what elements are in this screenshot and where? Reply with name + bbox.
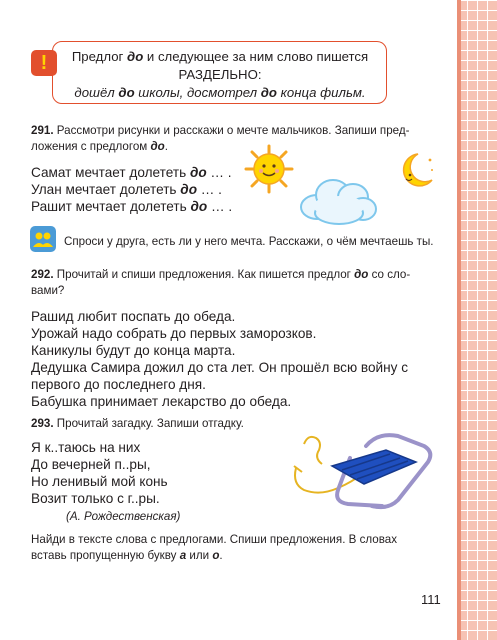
sun-illustration [244, 144, 294, 194]
task-number: 291. [31, 124, 54, 137]
poem-author: (А. Рождественская) [66, 510, 181, 523]
sentence-text: Рашит мечтает долететь [31, 199, 191, 214]
rule-text: и следующее за ним слово пишется [143, 49, 369, 64]
page-number: 111 [421, 592, 441, 607]
task-291-line-1 [31, 122, 409, 139]
sentence-text: … . [206, 165, 232, 180]
rule-example-preposition: до [118, 85, 135, 100]
task-text: . [219, 549, 223, 562]
sentence-292-6: Бабушка принимает лекарство до обеда. [31, 394, 292, 409]
task-text: со сло- [368, 268, 411, 281]
sentence-preposition: до [189, 165, 207, 180]
task-number: 293. [31, 417, 54, 430]
rule-line-1 [54, 49, 386, 64]
rule-example-preposition: до [260, 85, 277, 100]
rule-example-text: конца фильм. [276, 85, 366, 100]
page-margin-strip [457, 0, 497, 640]
letter-option: о [212, 549, 220, 562]
letter-option: а [179, 549, 187, 562]
sentence-291-1 [31, 164, 232, 181]
rule-preposition: до [127, 49, 144, 64]
sentence-292-1: Рашид любит поспать до обеда. [31, 309, 236, 324]
sentence-preposition: до [190, 199, 208, 214]
task-preposition: до [354, 268, 369, 281]
sentence-292-5: первого до последнего дня. [31, 377, 206, 392]
task-293-line [31, 415, 244, 432]
poem-line-2: До вечерней п..ры, [31, 457, 151, 472]
poem-line-1: Я к..таюсь на них [31, 440, 141, 455]
sentence-292-3: Каникулы будут до конца марта. [31, 343, 236, 358]
sentence-text: Самат мечтает долететь [31, 165, 190, 180]
task-291-line-2 [31, 138, 168, 155]
task-292-line-1 [31, 266, 410, 283]
poem-line-3: Но ленивый мой конь [31, 474, 168, 489]
task-text: ложения с предлогом [31, 140, 151, 153]
sentence-text: Улан мечтает долететь [31, 182, 181, 197]
task-293-instruction-1: Найди в тексте слова с предлогами. Спиши предложения. В словах [31, 533, 398, 546]
task-text: вставь пропущенную букву [31, 549, 180, 562]
exclamation-icon: ! [31, 50, 57, 76]
task-292-line-2: вами? [31, 284, 65, 297]
sentence-291-2 [31, 181, 222, 198]
cloud-illustration [297, 173, 379, 227]
poem-line-4: Возит только с г..ры. [31, 491, 160, 506]
rule-example-text: школы, досмотрел [134, 85, 261, 100]
sentence-292-2: Урожай надо собрать до первых заморозков. [31, 326, 317, 341]
task-number: 292. [31, 268, 54, 281]
task-293-instruction-2 [31, 547, 223, 564]
task-text: Прочитай загадку. Запиши отгадку. [53, 417, 244, 430]
sentence-292-4: Дедушка Самира дожил до ста лет. Он прошёл всю войну с [31, 360, 409, 375]
sentence-291-3 [31, 198, 232, 215]
pair-talk-icon [30, 226, 56, 252]
sentence-text: … . [207, 199, 233, 214]
task-text: или [186, 549, 213, 562]
moon-illustration [396, 150, 436, 190]
task-text: Рассмотри рисунки и расскажи о мечте мальчиков. Запиши пред- [53, 124, 410, 137]
sentence-preposition: до [180, 182, 198, 197]
sentence-text: … . [197, 182, 222, 197]
sled-illustration [286, 424, 436, 514]
rule-example-text: дошёл [74, 85, 119, 100]
task-text: Прочитай и спиши предложения. Как пишется предлог [53, 268, 355, 281]
task-text: . [164, 140, 168, 153]
rule-text: Предлог [71, 49, 128, 64]
rule-line-2: РАЗДЕЛЬНО: [178, 67, 262, 82]
pair-task-text: Спроси у друга, есть ли у него мечта. Расскажи, о чём мечтаешь ты. [64, 235, 434, 248]
task-preposition: до [150, 140, 165, 153]
rule-example [54, 85, 386, 100]
margin-edge [457, 0, 461, 640]
